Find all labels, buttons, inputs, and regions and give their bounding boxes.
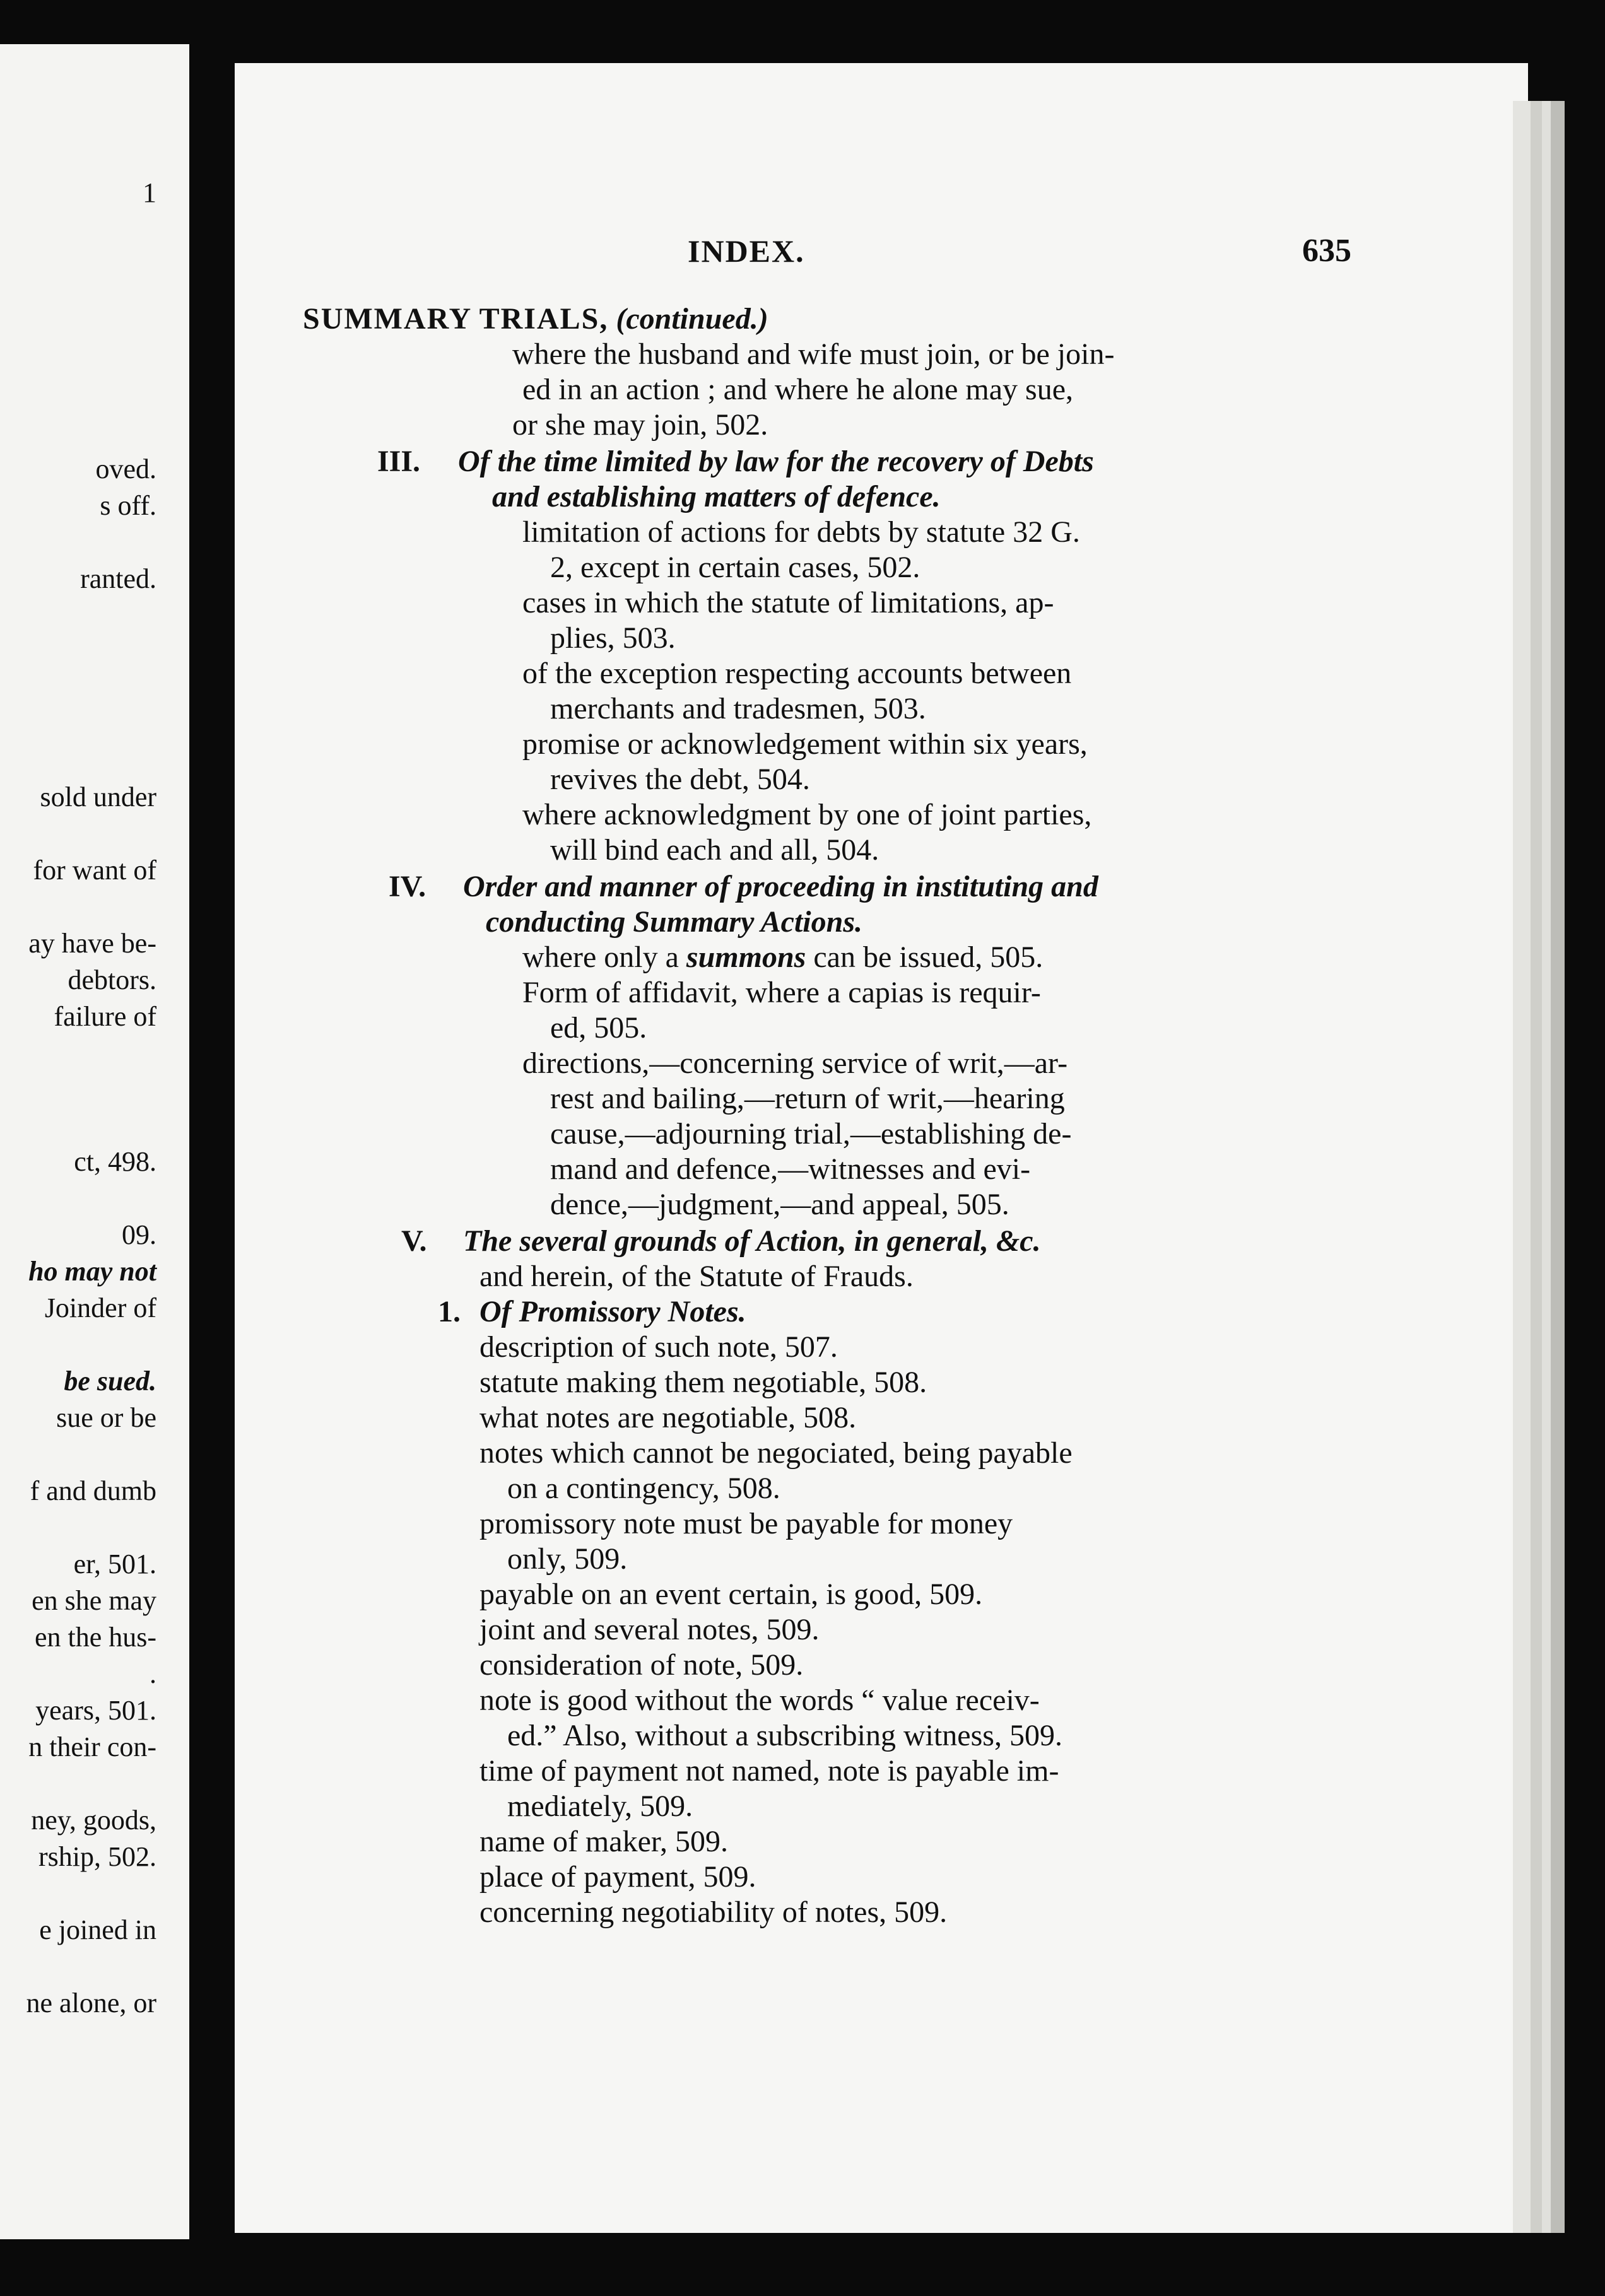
index-line: Form of affidavit, where a capias is requir-	[522, 976, 1041, 1009]
index-line: notes which cannot be negociated, being payable	[479, 1436, 1073, 1470]
index-line: ed, 505.	[550, 1011, 647, 1045]
subsection-title: conducting Summary Actions.	[486, 905, 862, 939]
subsection-title: Of Promissory Notes.	[479, 1295, 746, 1328]
left-line: n their con-	[28, 1731, 156, 1762]
left-line: 1	[143, 177, 156, 208]
index-line: on a contingency, 508.	[507, 1472, 780, 1505]
left-line: en she may	[32, 1585, 156, 1616]
index-line: cause,—adjourning trial,—establishing de-	[550, 1117, 1072, 1151]
page-title: INDEX.	[688, 233, 805, 269]
subsection-number: 1.	[438, 1295, 461, 1328]
index-line: ed in an action ; and where he alone may sue,	[522, 373, 1073, 406]
left-page	[0, 44, 189, 2239]
left-line: failure of	[54, 1001, 156, 1032]
left-line: Joinder of	[44, 1292, 156, 1323]
subsection-title: The several grounds of Action, in general, &c.	[463, 1224, 1041, 1258]
index-line: limitation of actions for debts by statute 32 G.	[522, 515, 1080, 549]
left-line: er, 501.	[73, 1549, 156, 1579]
index-line-text: can be issued, 505.	[806, 940, 1044, 974]
subsection-number: IV.	[389, 870, 426, 903]
index-line: mand and defence,—witnesses and evi-	[550, 1152, 1031, 1186]
left-line: .	[150, 1658, 156, 1689]
index-line: where the husband and wife must join, or be join-	[512, 337, 1115, 371]
index-line: mediately, 509.	[507, 1789, 693, 1823]
left-line: for want of	[33, 855, 156, 886]
section-continued: (continued.)	[616, 302, 768, 336]
left-line: f and dumb	[30, 1475, 156, 1506]
left-line: s off.	[100, 490, 156, 521]
index-line: or she may join, 502.	[512, 408, 768, 442]
section-title: SUMMARY TRIALS,	[303, 302, 609, 336]
index-line: concerning negotiability of notes, 509.	[479, 1895, 948, 1929]
index-line: ed.” Also, without a subscribing witness, 509.	[507, 1719, 1062, 1752]
page-edge	[1531, 101, 1542, 2233]
page-edge	[1551, 101, 1565, 2233]
left-line: ranted.	[80, 563, 156, 594]
index-page	[235, 63, 1528, 2233]
index-line: cases in which the statute of limitations, ap-	[522, 586, 1054, 619]
section-heading	[303, 302, 768, 337]
subsection-title: Of the time limited by law for the recovery of Debts	[458, 445, 1094, 478]
left-line: ney, goods,	[31, 1805, 156, 1836]
index-line: name of maker, 509.	[479, 1825, 728, 1858]
index-line: 2, except in certain cases, 502.	[550, 551, 920, 584]
subsection-number: III.	[377, 445, 421, 478]
index-line-emphasis: summons	[686, 940, 806, 974]
page-edge	[1542, 101, 1551, 2233]
index-line: dence,—judgment,—and appeal, 505.	[550, 1188, 1009, 1221]
index-line: joint and several notes, 509.	[479, 1613, 820, 1646]
index-line: note is good without the words “ value receiv-	[479, 1684, 1040, 1717]
index-line: promise or acknowledgement within six years,	[522, 727, 1088, 761]
index-line: time of payment not named, note is payable im-	[479, 1754, 1059, 1788]
subsection-title: and establishing matters of defence.	[492, 480, 941, 513]
left-line: ay have be-	[28, 928, 156, 959]
left-line: sold under	[40, 782, 156, 812]
left-line: 09.	[122, 1219, 156, 1250]
index-line: where acknowledgment by one of joint parties,	[522, 798, 1092, 831]
index-line: consideration of note, 509.	[479, 1648, 804, 1682]
index-line: of the exception respecting accounts between	[522, 657, 1072, 690]
index-line	[522, 940, 1043, 975]
index-line: rest and bailing,—return of writ,—hearing	[550, 1082, 1065, 1115]
page-number: 635	[1302, 233, 1351, 269]
subsection-number: V.	[401, 1224, 427, 1258]
left-line: en the hus-	[34, 1622, 156, 1653]
index-line: and herein, of the Statute of Frauds.	[479, 1260, 914, 1293]
index-line-text: where only a	[522, 940, 686, 974]
left-line: e joined in	[39, 1914, 156, 1945]
index-line: revives the debt, 504.	[550, 763, 810, 796]
index-line: plies, 503.	[550, 621, 676, 655]
index-line: what notes are negotiable, 508.	[479, 1401, 857, 1434]
left-line: years, 501.	[35, 1695, 156, 1726]
index-line: directions,—concerning service of writ,—ar-	[522, 1046, 1068, 1080]
index-line: only, 509.	[507, 1542, 628, 1576]
left-line: debtors.	[68, 964, 156, 995]
subsection-title: Order and manner of proceeding in instituting and	[463, 870, 1098, 903]
left-line: be sued.	[64, 1366, 156, 1397]
left-line: ct, 498.	[74, 1146, 156, 1177]
index-line: place of payment, 509.	[479, 1860, 756, 1894]
index-line: promissory note must be payable for money	[479, 1507, 1013, 1540]
left-line: ho may not	[28, 1256, 156, 1287]
left-line: sue or be	[56, 1402, 156, 1433]
index-line: description of such note, 507.	[479, 1330, 838, 1364]
left-line: oved.	[95, 454, 156, 484]
index-line: will bind each and all, 504.	[550, 833, 879, 867]
index-line: statute making them negotiable, 508.	[479, 1366, 927, 1399]
page-edge	[1513, 101, 1531, 2233]
left-line: rship, 502.	[38, 1841, 156, 1872]
index-line: payable on an event certain, is good, 509.	[479, 1578, 983, 1611]
index-line: merchants and tradesmen, 503.	[550, 692, 926, 725]
left-line: ne alone, or	[26, 1988, 156, 2018]
